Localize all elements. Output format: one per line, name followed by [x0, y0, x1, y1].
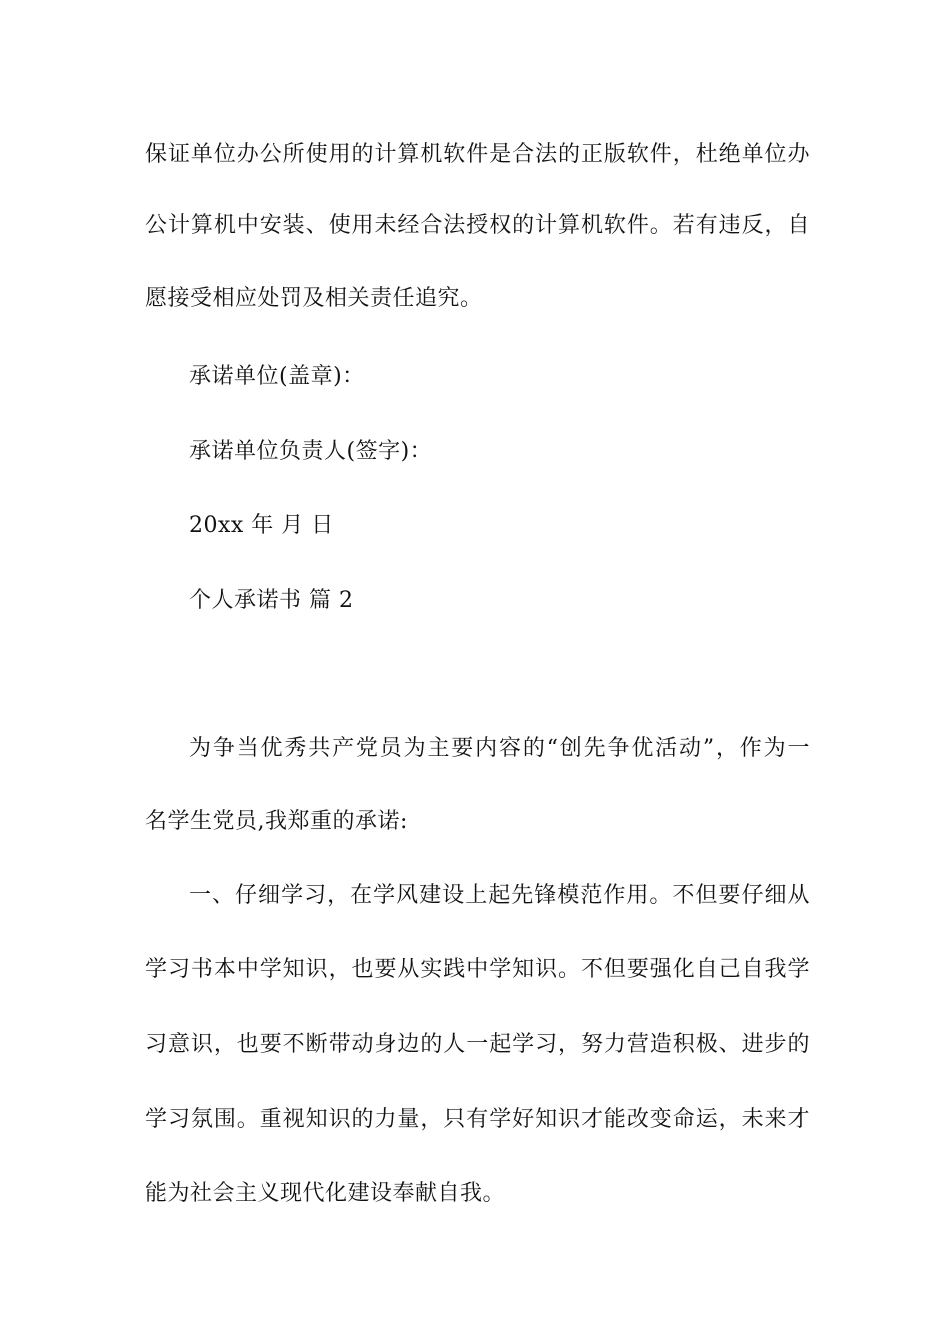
paragraph-line: 能为社会主义现代化建设奉献自我。: [145, 1181, 506, 1206]
paragraph-line: 学习氛围。重视知识的力量，只有学好知识才能改变命运，未来才: [145, 1107, 810, 1132]
paragraph-line: 保证单位办公所使用的计算机软件是合法的正版软件，杜绝单位办: [145, 142, 810, 167]
paragraph-line: 愿接受相应处罚及相关责任追究。: [145, 286, 483, 311]
paragraph-line: 学习书本中学知识，也要从实践中学知识。不但要强化自己自我学: [145, 957, 810, 982]
signature-date: 20xx 年 月 日: [189, 513, 334, 538]
signature-responsible-person: 承诺单位负责人(签字)：: [189, 439, 433, 464]
signature-unit-seal: 承诺单位(盖章)：: [189, 364, 365, 389]
paragraph-line: 一、仔细学习，在学风建设上起先锋模范作用。不但要仔细从: [189, 883, 810, 908]
paragraph-line: 习意识，也要不断带动身边的人一起学习，努力营造积极、进步的: [145, 1032, 810, 1057]
section-title: 个人承诺书 篇 2: [189, 588, 354, 613]
paragraph-line: 名学生党员,我郑重的承诺:: [145, 809, 408, 834]
paragraph-line: 公计算机中安装、使用未经合法授权的计算机软件。若有违反，自: [145, 213, 810, 238]
paragraph-line: 为争当优秀共产党员为主要内容的“创先争优活动”，作为一: [189, 736, 810, 761]
